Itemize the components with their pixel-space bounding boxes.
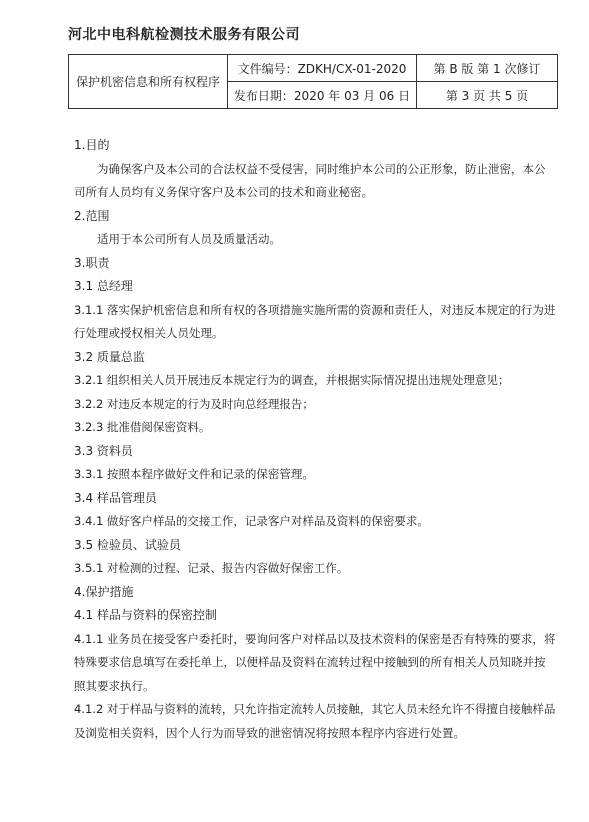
clause: 4.1.1 业务员在接受客户委托时，要询问客户对样品以及技术资料的保密是否有特殊的要求，将特殊要求信息填写在委托单上，以便样品及资料在流转过程中接触到的所有相关人员知晓并按照其要求执行。 xyxy=(74,631,556,693)
section-heading: 3.职责 xyxy=(74,255,110,270)
page-number: 第 3 页 共 5 页 xyxy=(417,82,558,109)
subsection-heading: 3.3 资料员 xyxy=(74,443,133,458)
doc-version: 第 B 版 第 1 次修订 xyxy=(417,55,558,82)
doc-number: 文件编号：ZDKH/CX-01-2020 xyxy=(228,55,417,82)
clause: 4.1.2 对于样品与资料的流转，只允许指定流转人员接触，其它人员未经允许不得擅自接触样品及浏览相关资料，因个人行为而导致的泄密情况将按照本程序内容进行处置。 xyxy=(74,702,556,740)
clause: 3.2.2 对违反本规定的行为及时向总经理报告； xyxy=(74,396,314,411)
section-heading: 2.范围 xyxy=(74,208,110,223)
document-header-table xyxy=(68,54,558,109)
subsection-heading: 4.1 样品与资料的保密控制 xyxy=(74,608,217,622)
subsection-heading: 3.4 样品管理员 xyxy=(74,490,157,505)
clause: 3.3.1 按照本程序做好文件和记录的保密管理。 xyxy=(74,467,314,481)
clause: 3.2.3 批准借阅保密资料。 xyxy=(74,420,211,434)
paragraph: 为确保客户及本公司的合法权益不受侵害，同时维护本公司的公正形象，防止泄密，本公司所有人员均有义务保守客户及本公司的技术和商业秘密。 xyxy=(74,161,546,199)
release-date: 发布日期：2020 年 03 月 06 日 xyxy=(228,82,417,109)
section-heading: 4.保护措施 xyxy=(74,584,134,599)
subsection-heading: 3.2 质量总监 xyxy=(74,349,145,364)
clause: 3.4.1 做好客户样品的交接工作，记录客户对样品及资料的保密要求。 xyxy=(74,514,429,528)
clause: 3.1.1 落实保护机密信息和所有权的各项措施实施所需的资源和责任人，对违反本规定的行为进行处理或授权相关人员处理。 xyxy=(74,302,556,340)
paragraph: 适用于本公司所有人员及质量活动。 xyxy=(97,232,281,246)
doc-title: 保护机密信息和所有权程序 xyxy=(69,55,228,109)
document-body xyxy=(74,134,556,745)
company-name: 河北中电科航检测技术服务有限公司 xyxy=(68,27,300,43)
subsection-heading: 3.5 检验员、试验员 xyxy=(74,537,181,552)
clause: 3.5.1 对检测的过程、记录、报告内容做好保密工作。 xyxy=(74,561,349,575)
section-heading: 1.目的 xyxy=(74,138,110,152)
clause: 3.2.1 组织相关人员开展违反本规定行为的调查，并根据实际情况提出违规处理意见； xyxy=(74,373,510,387)
subsection-heading: 3.1 总经理 xyxy=(74,279,133,293)
